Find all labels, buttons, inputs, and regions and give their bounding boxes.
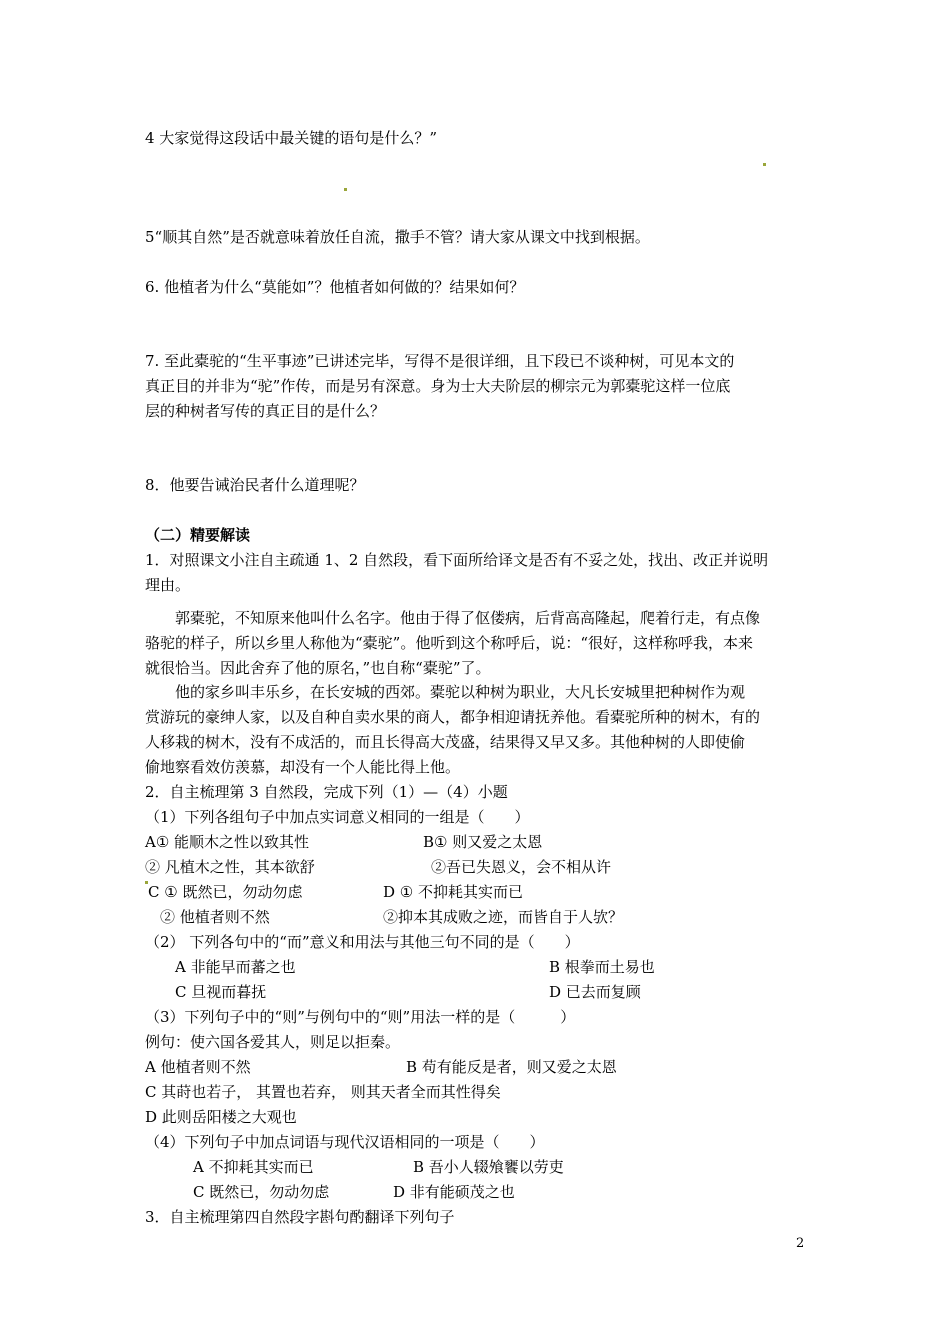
option-b: B 苟有能反是者，则又爱之太恩 bbox=[406, 1058, 617, 1076]
option-b1: B① 则又爱之太恩 bbox=[423, 833, 543, 851]
translation-para-2-line: 赏游玩的豪绅人家，以及自种自卖水果的商人，都争相迎请抚养他。看橐驼所种的树木，有的 bbox=[145, 708, 761, 726]
sub-question-2: （2） 下列各句中的“而”意义和用法与其他三句不同的是（ ） bbox=[145, 933, 580, 951]
option-a: A 他植者则不然 bbox=[145, 1058, 251, 1076]
sub-question-4: （4）下列句子中加点词语与现代汉语相同的一项是（ ） bbox=[145, 1133, 545, 1151]
translation-para-2-line: 人移栽的树木，没有不成活的，而且长得高大茂盛，结果得又早又多。其他种树的人即使偷 bbox=[145, 733, 746, 751]
option-a2: ② 凡植木之性，其本欲舒 bbox=[145, 858, 315, 876]
speck bbox=[763, 163, 766, 166]
question-8: 8．他要告诫治民者什么道理呢？ bbox=[145, 476, 365, 494]
question-6: 6. 他植者为什么“莫能如”？他植者如何做的？结果如何？ bbox=[145, 278, 525, 296]
sub-question-1: （1）下列各组句子中加点实词意义相同的一组是（ ） bbox=[145, 808, 530, 826]
speck bbox=[344, 188, 347, 191]
translation-para-1-line: 就很恰当。因此舍弃了他的原名，”也自称“橐驼”了。 bbox=[145, 659, 491, 677]
translation-para-2-line: 他的家乡叫丰乐乡，在长安城的西郊。橐驼以种树为职业，大凡长安城里把种树作为观 bbox=[175, 683, 746, 701]
option-c: C 既然已，勿动勿虑 bbox=[193, 1183, 330, 1201]
option-d2: ②抑本其成败之迹，而皆自于人欤？ bbox=[383, 908, 624, 926]
item-3: 3．自主梳理第四自然段字斟句酌翻译下列句子 bbox=[145, 1208, 455, 1226]
option-d1: D ① 不抑耗其实而已 bbox=[383, 883, 524, 901]
option-b: B 吾小人辍飧饔以劳吏 bbox=[413, 1158, 564, 1176]
option-d: D 已去而复顾 bbox=[549, 983, 641, 1001]
item-1-line: 理由。 bbox=[145, 576, 191, 594]
option-a1: A① 能顺木之性以致其性 bbox=[145, 833, 310, 851]
section-heading: （二）精要解读 bbox=[145, 526, 251, 544]
option-b: B 根拳而土易也 bbox=[549, 958, 655, 976]
page-number: 2 bbox=[796, 1236, 805, 1251]
question-7-line: 7. 至此橐驼的“生平事迹”已讲述完毕，写得不是很详细，且下段已不谈种树，可见本文的 bbox=[145, 352, 735, 370]
translation-para-2-line: 偷地察看效仿羡慕，却没有一个人能比得上他。 bbox=[145, 758, 461, 776]
question-4: 4 大家觉得这段话中最关键的语句是什么？” bbox=[145, 129, 437, 147]
option-a: A 不抑耗其实而已 bbox=[193, 1158, 314, 1176]
option-c2: ② 他植者则不然 bbox=[160, 908, 270, 926]
option-c: C 其莳也若子， 其置也若弃， 则其天者全而其性得矣 bbox=[145, 1083, 501, 1101]
option-a: A 非能早而蕃之也 bbox=[175, 958, 296, 976]
question-7-line: 层的种树者写传的真正目的是什么？ bbox=[145, 402, 386, 420]
option-b2: ②吾已失恩义，会不相从许 bbox=[431, 858, 612, 876]
item-2: 2．自主梳理第 3 自然段，完成下列（1）—（4）小题 bbox=[145, 783, 508, 801]
question-5: 5“顺其自然”是否就意味着放任自流，撒手不管？请大家从课文中找到根据。 bbox=[145, 228, 650, 246]
option-d: D 此则岳阳楼之大观也 bbox=[145, 1108, 297, 1126]
example-sentence: 例句：使六国各爱其人，则足以拒秦。 bbox=[145, 1033, 401, 1051]
sub-question-3: （3）下列句子中的“则”与例句中的“则”用法一样的是（ ） bbox=[145, 1008, 576, 1026]
option-c: C 旦视而暮抚 bbox=[175, 983, 267, 1001]
translation-para-1-line: 骆驼的样子，所以乡里人称他为“橐驼”。他听到这个称呼后，说：“很好，这样称呼我，本来 bbox=[145, 634, 754, 652]
option-d: D 非有能硕茂之也 bbox=[393, 1183, 515, 1201]
item-1-line: 1．对照课文小注自主疏通 1、2 自然段，看下面所给译文是否有不妥之处，找出、改正并说明 bbox=[145, 551, 769, 569]
translation-para-1-line: 郭橐驼，不知原来他叫什么名字。他由于得了伛偻病，后背高高隆起，爬着行走，有点像 bbox=[175, 609, 761, 627]
option-c1: C ① 既然已，勿动勿虑 bbox=[148, 883, 303, 901]
question-7-line: 真正目的并非为“驼”作传，而是另有深意。身为士大夫阶层的柳宗元为郭橐驼这样一位底 bbox=[145, 377, 731, 395]
